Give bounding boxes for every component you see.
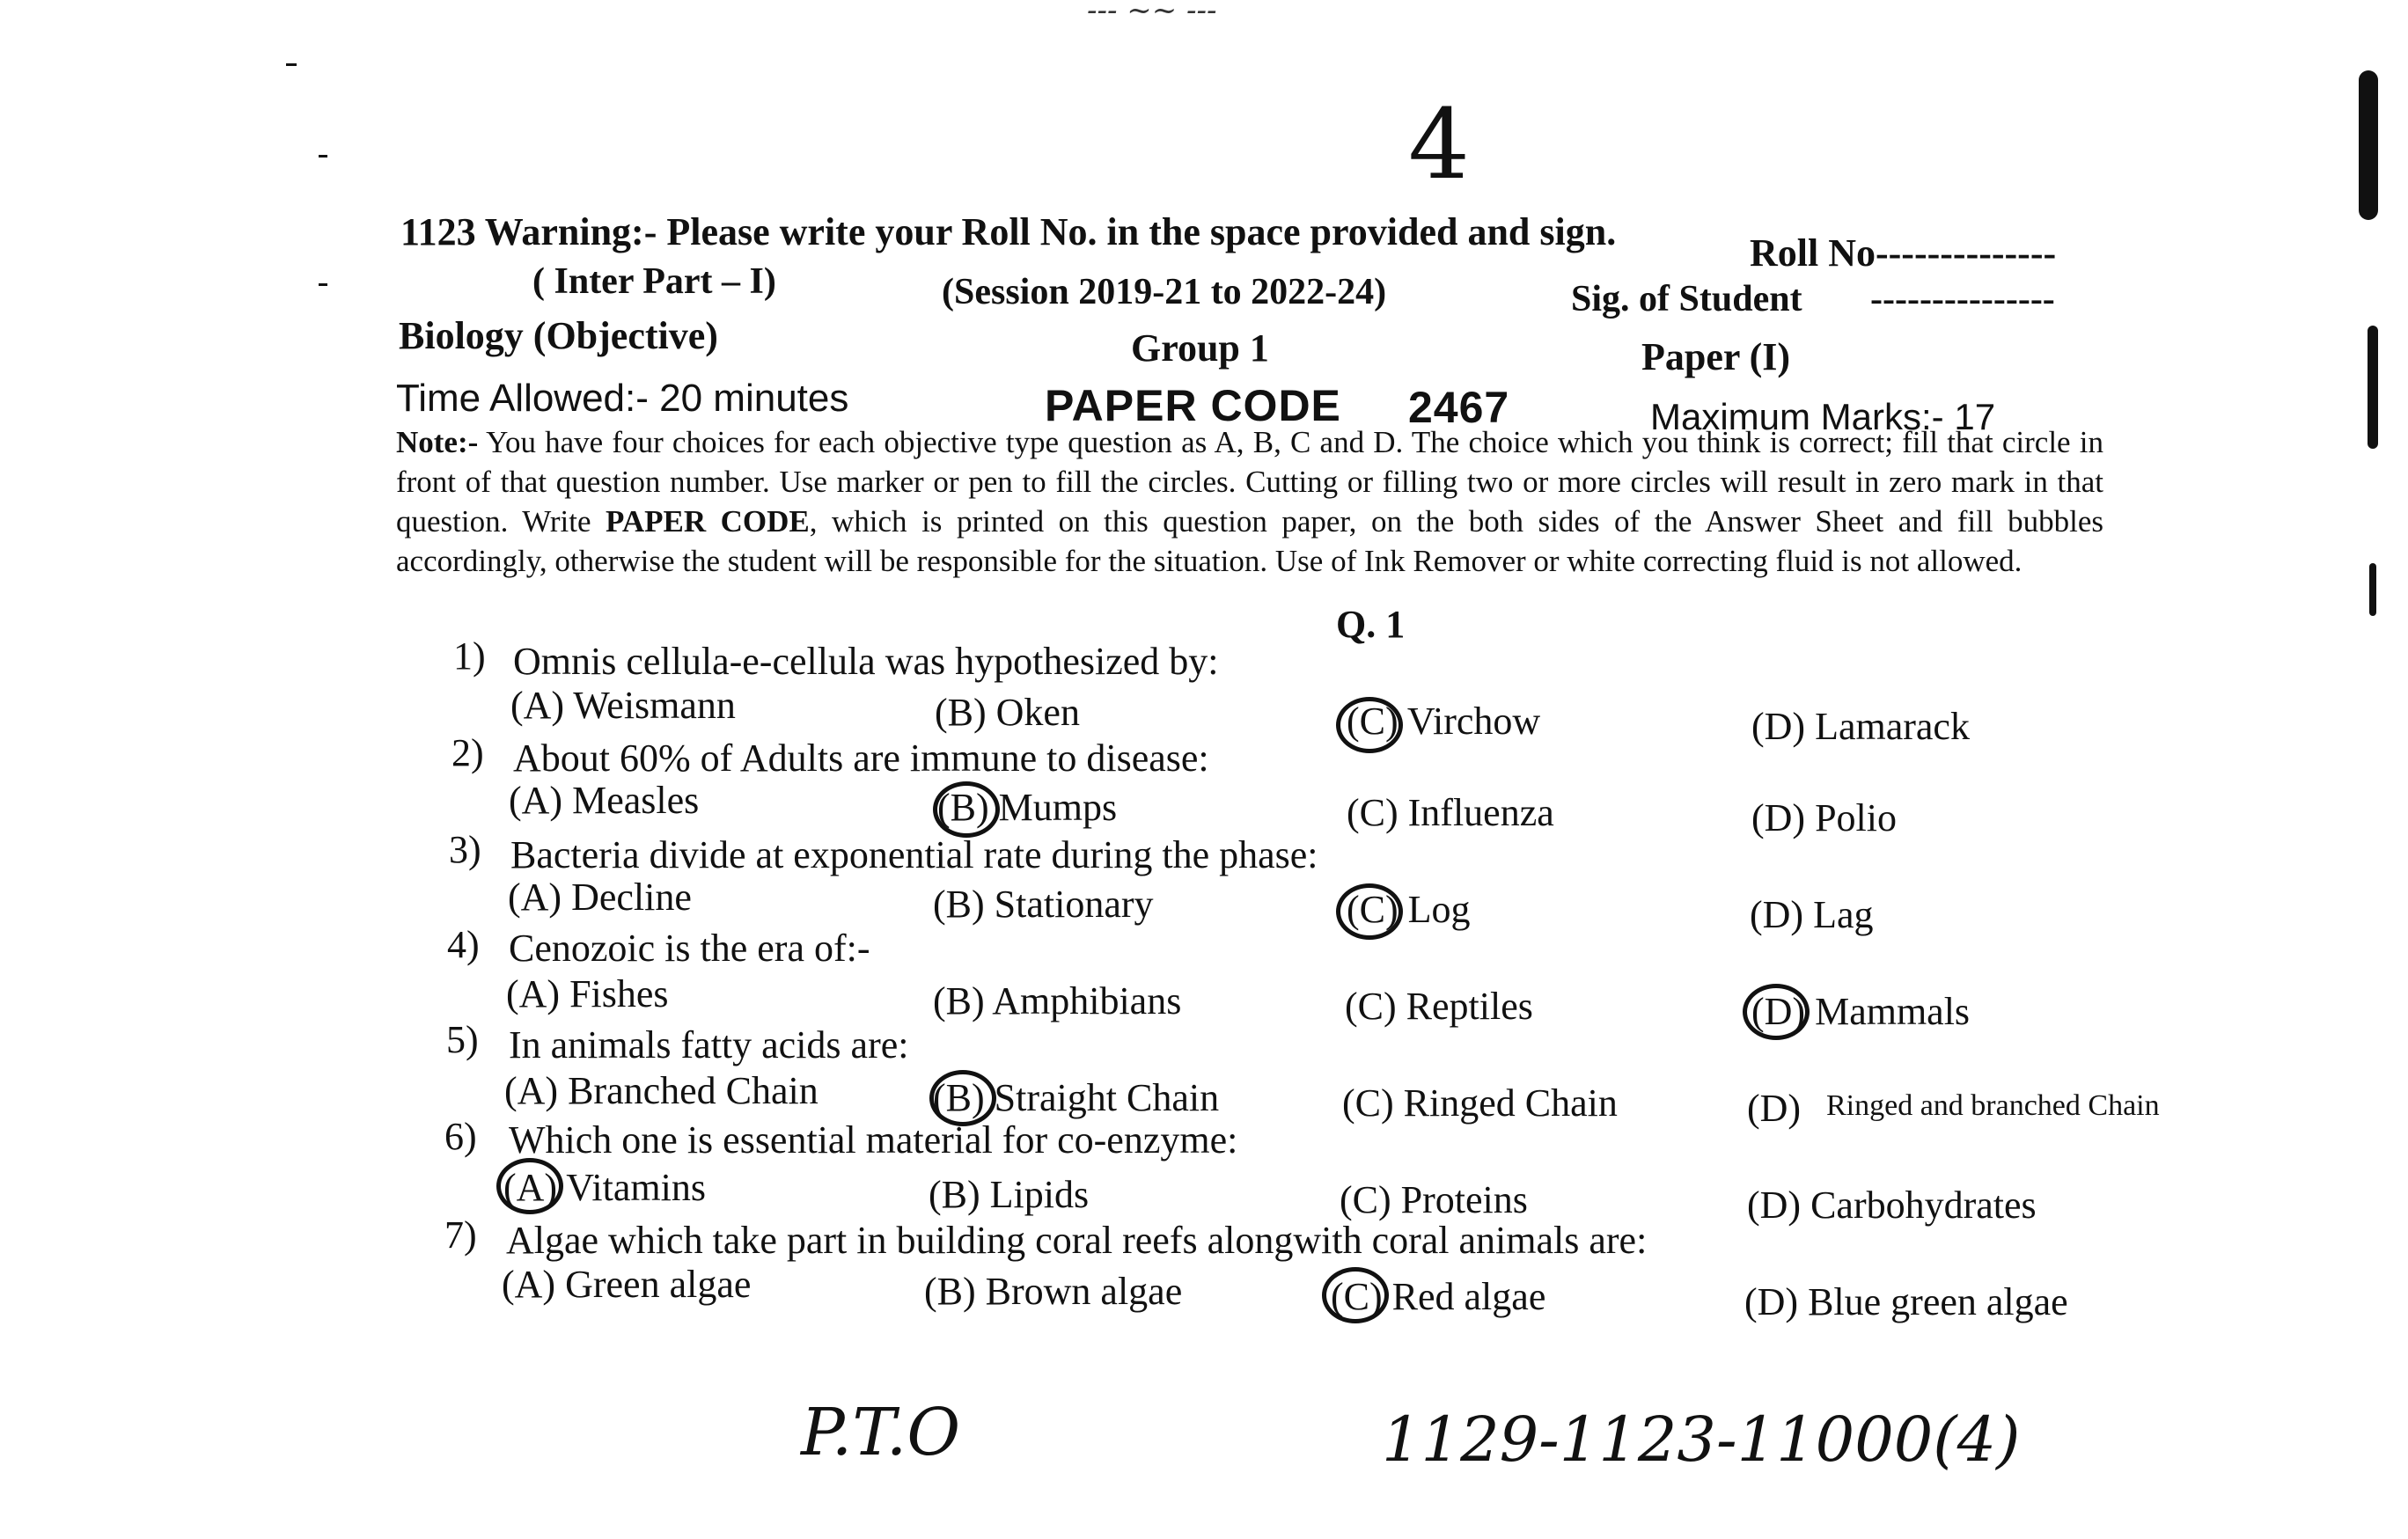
option-b: (B) Lipids bbox=[929, 1173, 1090, 1216]
scan-dash bbox=[286, 63, 297, 66]
subject-title: Biology (Objective) bbox=[399, 314, 718, 357]
paper-label: Paper (I) bbox=[1641, 335, 1791, 378]
answer-mark-circle bbox=[1336, 697, 1403, 753]
question-label: Q. 1 bbox=[1336, 603, 1406, 646]
question-text: In animals fatty acids are: bbox=[509, 1023, 909, 1066]
question-number: 3) bbox=[449, 828, 481, 871]
option-d-text: Ringed and branched Chain bbox=[1826, 1089, 2160, 1122]
question-number: 4) bbox=[447, 923, 480, 966]
scan-edge-mark bbox=[2359, 70, 2378, 220]
question-text: Which one is essential material for co-enzyme: bbox=[509, 1118, 1238, 1162]
option-a: (A) Green algae bbox=[502, 1263, 752, 1306]
option-c: (C) Influenza bbox=[1347, 791, 1554, 834]
group-label: Group 1 bbox=[1131, 326, 1269, 370]
option-c: (C) Virchow bbox=[1347, 700, 1541, 743]
question-text: Omnis cellula-e-cellula was hypothesized by: bbox=[513, 640, 1219, 683]
option-c: (C) Proteins bbox=[1340, 1178, 1528, 1221]
question-number: 2) bbox=[452, 731, 484, 774]
answer-mark-circle bbox=[1322, 1267, 1389, 1323]
option-d: (D) Polio bbox=[1751, 796, 1897, 839]
scan-edge-mark bbox=[2369, 563, 2376, 616]
option-c: (C) Reptiles bbox=[1345, 985, 1533, 1028]
option-d: (D) Blue green algae bbox=[1744, 1280, 2068, 1323]
question-text: Bacteria divide at exponential rate during the phase: bbox=[510, 833, 1318, 876]
inter-part: ( Inter Part – I) bbox=[532, 261, 776, 302]
option-d: (D) Carbohydrates bbox=[1747, 1184, 2037, 1227]
time-allowed: Time Allowed:- 20 minutes bbox=[396, 377, 849, 420]
option-b: (B) Mumps bbox=[937, 786, 1118, 829]
answer-mark-circle bbox=[933, 781, 1000, 838]
note-text-part-2: , which is printed on this question paper, on the both sides of the Answer Sheet and fill bubbles accordingly, otherwise the student will be responsible for the situation. Use of Ink Remover or white correcting fluid is not allowed. bbox=[396, 504, 2103, 578]
scan-dash bbox=[319, 283, 327, 286]
option-c: (C) Log bbox=[1347, 888, 1471, 931]
option-b: (B) Straight Chain bbox=[933, 1076, 1220, 1119]
option-a: (A) Branched Chain bbox=[504, 1069, 819, 1112]
pto-handwritten: P.T.O bbox=[801, 1395, 960, 1470]
option-c: (C) Red algae bbox=[1331, 1275, 1546, 1318]
student-signature-line: --------------- bbox=[1870, 279, 2055, 319]
question-number: 5) bbox=[446, 1018, 479, 1061]
session: (Session 2019-21 to 2022-24) bbox=[942, 272, 1387, 312]
scan-edge-mark bbox=[2368, 326, 2378, 449]
student-signature-label: Sig. of Student bbox=[1571, 279, 1802, 319]
option-b: (B) Stationary bbox=[933, 883, 1154, 926]
paper-code-value: 2467 bbox=[1408, 383, 1510, 432]
option-a: (A) Measles bbox=[509, 779, 700, 822]
answer-mark-circle bbox=[496, 1158, 563, 1214]
question-number: 6) bbox=[444, 1115, 477, 1158]
answer-mark-circle bbox=[1743, 984, 1810, 1040]
option-d: (D) Lamarack bbox=[1751, 705, 1970, 748]
scan-dash bbox=[319, 155, 327, 158]
option-b: (B) Amphibians bbox=[933, 979, 1182, 1022]
option-b: (B) Oken bbox=[935, 691, 1080, 734]
question-text: Algae which take part in building coral reefs alongwith coral animals are: bbox=[506, 1219, 1648, 1262]
maximum-marks: Maximum Marks:- 17 bbox=[1650, 396, 1996, 437]
paper-code-label: PAPER CODE bbox=[1045, 381, 1341, 430]
option-d: (D) Lag bbox=[1750, 893, 1874, 936]
question-text: Cenozoic is the era of:- bbox=[509, 927, 870, 970]
warning-line: 1123 Warning:- Please write your Roll No. in the space provided and sign. bbox=[400, 210, 1617, 253]
question-number: 1) bbox=[453, 634, 486, 678]
option-d: (D) Mammals bbox=[1751, 990, 1971, 1033]
option-c: (C) Ringed Chain bbox=[1342, 1081, 1618, 1125]
page-mark: 4 bbox=[1408, 88, 1470, 201]
note-paper-code: PAPER CODE bbox=[606, 504, 810, 539]
note-text-part-1: You have four choices for each objective type question as A, B, C and D. The choice which you think is correct; fill that circle in front of that question number. Use marker or pen to fill the circles. Cutting or filling two or more circles will result in zero mark in that question. Write bbox=[396, 425, 2103, 539]
top-scrawl: --- ~~ --- bbox=[1087, 0, 1217, 28]
print-code-handwritten: 1129-1123-11000(4) bbox=[1382, 1403, 2021, 1476]
note-label: Note:- bbox=[396, 425, 479, 459]
question-number: 7) bbox=[444, 1213, 477, 1257]
instructions-note bbox=[396, 422, 2103, 581]
option-b: (B) Brown algae bbox=[924, 1270, 1183, 1313]
option-a: (A) Vitamins bbox=[503, 1166, 706, 1209]
option-a: (A) Weismann bbox=[510, 684, 736, 727]
option-a: (A) Decline bbox=[508, 876, 692, 919]
option-a: (A) Fishes bbox=[506, 972, 669, 1015]
roll-no-field: Roll No-------------- bbox=[1750, 231, 2057, 275]
answer-mark-circle bbox=[1336, 883, 1403, 940]
question-text: About 60% of Adults are immune to disease: bbox=[513, 737, 1209, 780]
option-d: (D) bbox=[1747, 1087, 1802, 1130]
